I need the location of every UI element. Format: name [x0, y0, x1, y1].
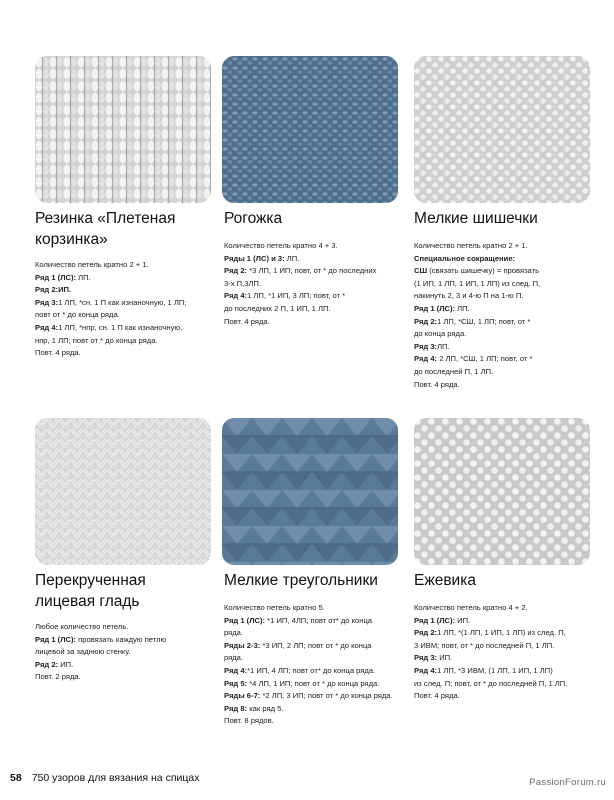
swatch-image-small-bobbles — [414, 56, 590, 203]
pattern-instructions — [414, 240, 596, 391]
instruction-row-label: Ряды 6-7: — [224, 691, 261, 701]
instruction-text: *1 ИП, 4ЛП; повт от* до конца — [265, 615, 373, 625]
pattern-instructions — [414, 602, 604, 703]
instruction-text: ИП. — [58, 659, 74, 669]
instruction-row-label: Ряд 1 (ЛС): — [224, 615, 266, 625]
instruction-row-label: Ряд 4: — [224, 291, 248, 301]
instruction-text: (1 ИП, 1 ЛП, 1 ИП, 1 ЛП) из след. П, — [414, 278, 541, 288]
pattern-title: Мелкие шишечки — [414, 210, 538, 227]
instruction-line — [224, 602, 404, 615]
page-footer — [10, 772, 199, 784]
watermark: PassionForum.ru — [529, 777, 606, 788]
instruction-line — [35, 659, 207, 672]
instruction-line — [224, 290, 396, 303]
instruction-row-label: Ряд 8: — [224, 703, 248, 713]
instruction-text: Количество петель кратно 5. — [224, 603, 325, 612]
instruction-text: Количество петель кратно 4 + 2. — [414, 603, 528, 612]
instruction-text: 1 ЛП, *нпр, сн. 1 П как изнаночную, — [58, 322, 183, 332]
instruction-line — [224, 615, 404, 628]
instruction-text: Количество петель кратно 2 + 1. — [35, 260, 149, 269]
instruction-line — [414, 665, 604, 678]
instruction-line — [414, 316, 596, 329]
instruction-text: ряда. — [224, 628, 244, 638]
instruction-line — [224, 303, 396, 316]
instruction-row-label: Ряд 4: — [414, 354, 438, 364]
instruction-row-label: Ряд 1 (ЛС): — [35, 634, 77, 644]
instruction-row-label: Ряд 2: — [35, 659, 59, 669]
instruction-text: Повт. 2 ряда. — [35, 672, 81, 682]
instruction-row-label: Ряд 2:ИП. — [35, 285, 72, 295]
instruction-text: ряда. — [224, 653, 244, 663]
instruction-text: (связать шишечку) = провязать — [427, 266, 540, 276]
instruction-text: *4 ЛП, 1 ИП; повт от * до конца ряда. — [247, 678, 380, 688]
instruction-text: повт от * до конца ряда. — [35, 310, 120, 320]
instruction-row-label: Ряд 1 (ЛС): — [414, 615, 456, 625]
instruction-line — [224, 278, 396, 291]
swatch-image-basket-rib — [35, 56, 211, 203]
instruction-row-label: СШ — [414, 266, 428, 276]
instruction-text: лицевой за заднюю стенку. — [35, 647, 131, 657]
instruction-text: до последних 2 П, 1 ИП, 1 ЛП. — [224, 303, 331, 313]
instruction-line — [224, 690, 404, 703]
pattern-title: Рогожка — [224, 210, 283, 227]
instruction-text: Количество петель кратно 4 + 3. — [224, 241, 338, 250]
page-number: 58 — [10, 772, 22, 784]
instruction-text: Любое количество петель. — [35, 622, 129, 631]
instruction-text: ЛП. — [284, 253, 300, 263]
instruction-text: как ряд 5. — [247, 703, 284, 713]
instruction-line — [414, 640, 604, 653]
instruction-row-label: Ряд 1 (ЛС): — [35, 272, 77, 282]
instruction-row-label: Ряд 4: — [35, 322, 59, 332]
instruction-line — [35, 272, 207, 285]
instruction-line — [35, 634, 207, 647]
instruction-text: до последней П, 1 ЛП. — [414, 366, 494, 376]
instruction-text: Количество петель кратно 2 + 1. — [414, 241, 528, 250]
instruction-line — [414, 602, 604, 615]
swatch-image-seed-stitch — [222, 56, 398, 203]
pattern-title: Мелкие треугольники — [224, 572, 378, 589]
instruction-text: из след. П; повт, от * до последней П, 1 ЛП. — [414, 678, 568, 688]
instruction-line — [35, 309, 207, 322]
instruction-line — [224, 240, 396, 253]
book-title: 750 узоров для вязания на спицах — [31, 772, 200, 784]
pattern-title: Резинка «Плетеная корзинка» — [35, 210, 176, 248]
instruction-row-label: Ряды 1 (ЛС) и 3: — [224, 253, 285, 263]
instruction-row-label: Ряд 4: — [414, 665, 438, 675]
instruction-text: *1 ИП, 4 ЛП; повт от* до конца ряда. — [247, 665, 376, 675]
instruction-text: нпр, 1 ЛП; повт от * до конца ряда. — [35, 335, 158, 345]
instruction-line — [414, 379, 596, 392]
instruction-line — [414, 278, 596, 291]
instruction-line — [414, 253, 596, 266]
instruction-row-label: Специальное сокращение: — [414, 253, 516, 263]
instruction-row-label: Ряд 1 (ЛС): — [414, 303, 456, 313]
instruction-text: 1 ЛП, *(1 ЛП, 1 ИП, 1 ЛП) из след. П, — [437, 628, 566, 638]
instruction-text: Повт. 8 рядов. — [224, 716, 274, 726]
swatch-image-small-triangles — [222, 418, 398, 565]
instruction-line — [224, 627, 404, 640]
instruction-text: *3 ИП, 2 ЛП; повт от * до конца — [260, 640, 372, 650]
instruction-text: Повт. 4 ряда. — [414, 379, 460, 389]
instruction-text: 1 ЛП, *СШ, 1 ЛП; повт, от * — [437, 316, 531, 326]
instruction-line — [414, 627, 604, 640]
instruction-line — [224, 652, 404, 665]
instruction-line — [35, 297, 207, 310]
instruction-row-label: Ряд 3: — [414, 653, 438, 663]
instruction-line — [414, 615, 604, 628]
instruction-row-label: Ряд 2: — [224, 266, 248, 276]
instruction-row-label: Ряд 2: — [414, 316, 438, 326]
instruction-text: Повт. 4 ряда. — [414, 691, 460, 701]
instruction-text: 1 ЛП, *3 ИВМ, (1 ЛП, 1 ИП, 1 ЛП) — [437, 665, 553, 675]
instruction-row-label: Ряд 3: — [414, 341, 438, 351]
instruction-text: ИП. — [455, 615, 471, 625]
pattern-title: Перекрученная лицевая гладь — [35, 572, 146, 610]
instruction-line — [224, 253, 396, 266]
instruction-line — [414, 366, 596, 379]
instruction-text: ЛП. — [76, 272, 91, 282]
pattern-instructions — [224, 240, 396, 328]
instruction-line — [35, 322, 207, 335]
instruction-line — [224, 316, 396, 329]
instruction-line — [224, 665, 404, 678]
instruction-text: 1 ЛП, *1 ИП, 3 ЛП; повт, от * — [247, 291, 346, 301]
instruction-row-label: Ряд 4: — [224, 665, 248, 675]
instruction-line — [35, 284, 207, 297]
instruction-line — [414, 328, 596, 341]
pattern-instructions — [224, 602, 404, 728]
instruction-line — [224, 640, 404, 653]
instruction-line — [35, 347, 207, 360]
instruction-line — [414, 341, 596, 354]
instruction-line — [414, 290, 596, 303]
instruction-line — [414, 265, 596, 278]
instruction-line — [414, 303, 596, 316]
pattern-title: Ежевика — [414, 572, 476, 589]
instruction-text: 3-х П,3ЛП. — [224, 278, 262, 288]
pattern-instructions — [35, 259, 207, 360]
instruction-row-label: Ряды 2-3: — [224, 640, 261, 650]
instruction-row-label: Ряд 2: — [414, 628, 438, 638]
instruction-text: Повт. 4 ряда. — [35, 348, 81, 358]
instruction-line — [414, 240, 596, 253]
instruction-text: 2 ЛП, *СШ, 1 ЛП; повт, от * — [437, 354, 533, 364]
pattern-instructions — [35, 621, 207, 684]
instruction-line — [224, 265, 396, 278]
instruction-text: ЛП. — [455, 303, 470, 313]
instruction-text: ЛП. — [437, 341, 450, 351]
instruction-line — [224, 678, 404, 691]
instruction-text: до конца ряда. — [414, 329, 467, 339]
instruction-line — [35, 646, 207, 659]
instruction-line — [414, 652, 604, 665]
instruction-text: *3 ЛП, 1 ИП; повт, от * до последних — [247, 266, 377, 276]
instruction-text: накинуть 2, 3 и 4-ю П на 1-ю П. — [414, 291, 524, 301]
instruction-line — [414, 690, 604, 703]
instruction-row-label: Ряд 3: — [35, 297, 59, 307]
instruction-line — [414, 353, 596, 366]
instruction-line — [35, 621, 207, 634]
swatch-image-twisted-stockinette — [35, 418, 211, 565]
instruction-line — [224, 703, 404, 716]
instruction-row-label: Ряд 5: — [224, 678, 248, 688]
instruction-text: Повт. 4 ряда. — [224, 316, 270, 326]
instruction-line — [35, 259, 207, 272]
instruction-text: *2 ЛП, 3 ИП; повт от * до конца ряда. — [260, 691, 393, 701]
instruction-text: 3 ИВМ; повт, от * до последней П, 1 ЛП. — [414, 640, 555, 650]
instruction-line — [414, 678, 604, 691]
instruction-text: провязать каждую петлю — [76, 634, 167, 644]
instruction-text: 1 ЛП, *сн. 1 П как изнаночную, 1 ЛП; — [58, 297, 187, 307]
instruction-line — [35, 335, 207, 348]
instruction-line — [224, 715, 404, 728]
swatch-image-blackberry — [414, 418, 590, 565]
instruction-text: ИП. — [437, 653, 453, 663]
instruction-line — [35, 671, 207, 684]
